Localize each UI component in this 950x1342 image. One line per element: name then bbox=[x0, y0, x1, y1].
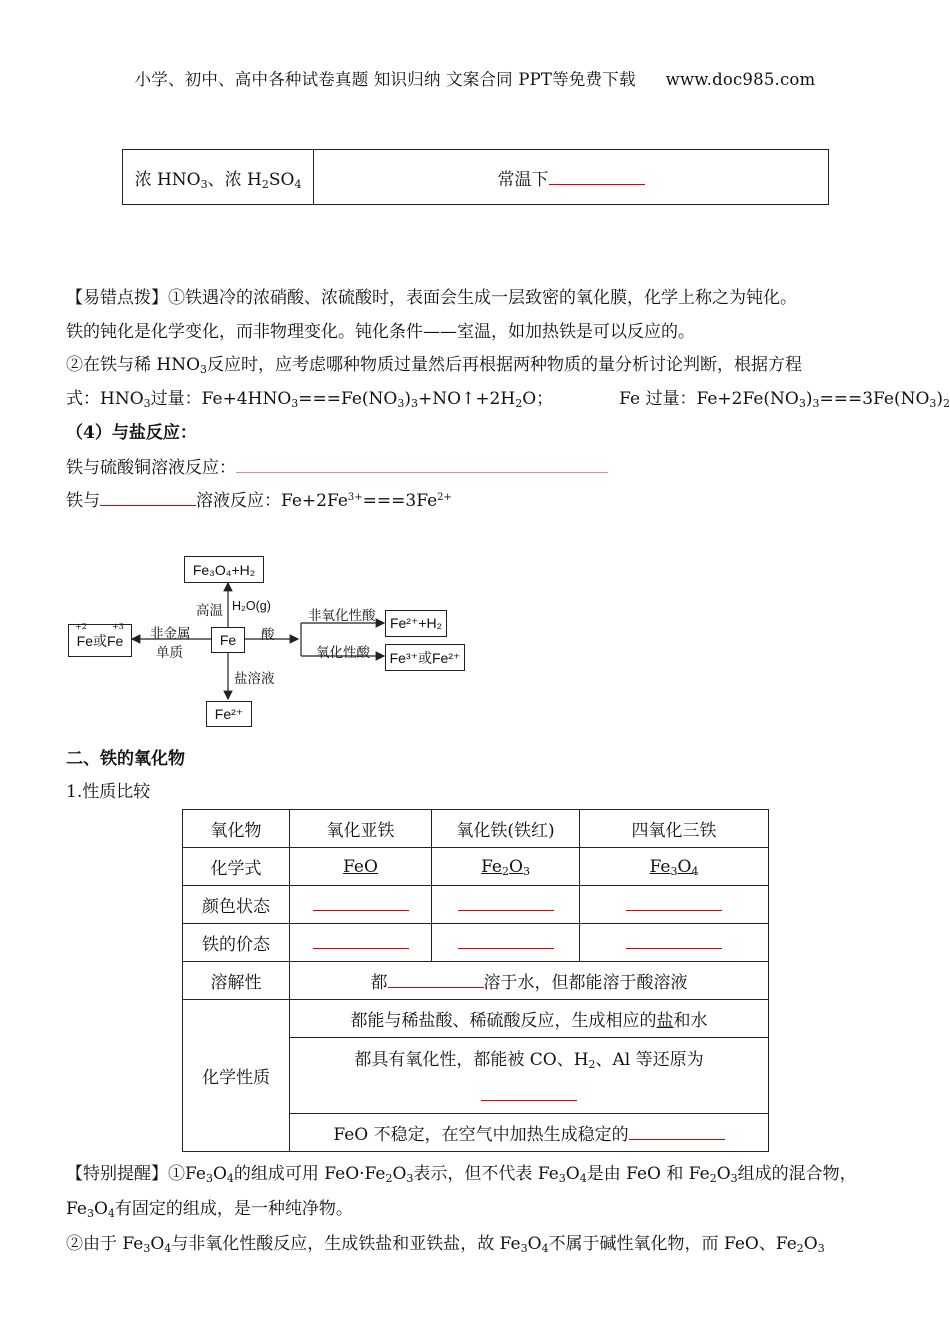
tips1-line4: 式：$HNO_3$过量：$Fe+4HNO_3===Fe(NO_3)_3+NO↑+2H_2O$； Fe 过量：$Fe+2Fe(NO_3)_3===3Fe(NO_3)_2$ bbox=[66, 389, 950, 410]
answer-blank[interactable] bbox=[626, 894, 722, 911]
tips1-line1: 【易错点拨】①铁遇冷的浓硝酸、浓硫酸时，表面会生成一层致密的氧化膜，化学上称之为钝化。 bbox=[66, 288, 797, 308]
table-row: 溶解性 都 溶于水，但都能溶于酸溶液 bbox=[183, 962, 769, 1000]
table-row: 都具有氧化性，都能被 CO、$H_2$、Al 等还原为 bbox=[183, 1038, 769, 1114]
answer-blank[interactable] bbox=[629, 1123, 725, 1140]
header-text: 小学、初中、高中各种试卷真题 知识归纳 文案合同 PPT等免费下载 bbox=[134, 70, 636, 89]
iron-oxides-table bbox=[182, 809, 769, 1152]
label-nonmetal: 非金属 bbox=[150, 626, 191, 642]
tips2-line2: $Fe_3O_4$有固定的组成，是一种纯净物。 bbox=[66, 1199, 353, 1220]
salt-heading: （4）与盐反应： bbox=[66, 423, 197, 443]
tips1-line2: 铁的钝化是化学变化，而非物理变化。钝化条件——室温，如加热铁是可以反应的。 bbox=[66, 322, 695, 342]
section-heading: 二、铁的氧化物 bbox=[66, 749, 185, 769]
salt-line1: 铁与硫酸铜溶液反应： bbox=[66, 453, 608, 478]
passivation-acids-cell: 浓 $HNO_3$、浓 $H_2SO_4$ bbox=[123, 150, 314, 205]
answer-blank[interactable] bbox=[313, 932, 409, 949]
label-h2o-g: H₂O(g) bbox=[232, 599, 271, 613]
salt-line2: 铁与 溶液反应：$Fe+2Fe^{3+}===3Fe^{2+}$ bbox=[66, 491, 452, 511]
tips2-line3: ②由于 $Fe_3O_4$与非氧化性酸反应，生成铁盐和亚铁盐，故 $Fe_3O_4$不属于碱性氧化物，而 FeO、$Fe_2O_3$ bbox=[66, 1234, 825, 1255]
passivation-condition-cell: 常温下 bbox=[314, 150, 829, 205]
table-row: 铁的价态 bbox=[183, 924, 769, 962]
tips2-label: 【特别提醒】 bbox=[66, 1164, 168, 1184]
label-nonoxidizing-acid: 非氧化性酸 bbox=[308, 608, 376, 624]
tips2-line1: 【特别提醒】$①Fe_3O_4$的组成可用 $FeO\cdot Fe_2O_3$表示，但不代表 $Fe_3O_4$是由 FeO 和 $Fe_2O_3$组成的混合物， bbox=[66, 1164, 857, 1185]
answer-blank[interactable] bbox=[626, 932, 722, 949]
answer-blank[interactable] bbox=[458, 932, 554, 949]
table-row: FeO 不稳定，在空气中加热生成稳定的 bbox=[183, 1114, 769, 1152]
label-element: 单质 bbox=[156, 645, 183, 661]
section-subheading: 1.性质比较 bbox=[66, 782, 151, 802]
valence-plus3: +3 bbox=[112, 622, 124, 631]
tips1-line3: ②在铁与稀 $HNO_3$反应时，应考虑哪种物质过量然后再根据两种物质的量分析讨论判断，根据方程 bbox=[66, 355, 803, 376]
label-salt-solution: 盐溶液 bbox=[234, 671, 275, 687]
box-fe2: Fe²⁺ bbox=[206, 701, 252, 727]
valence-plus2: +2 bbox=[75, 622, 87, 631]
label-high-temp: 高温 bbox=[196, 603, 223, 619]
answer-blank[interactable] bbox=[313, 894, 409, 911]
label-oxidizing-acid: 氧化性酸 bbox=[316, 645, 370, 661]
label-acid: 酸 bbox=[261, 627, 275, 643]
table-row: 化学性质 都能与稀盐酸、稀硫酸反应，生成相应的盐和水 bbox=[183, 1000, 769, 1038]
table-row: 化学式 FeO $Fe_2O_3$ $Fe_3O_4$ bbox=[183, 848, 769, 886]
box-fe2-h2: Fe²⁺+H₂ bbox=[385, 610, 447, 637]
answer-blank[interactable] bbox=[481, 1084, 577, 1101]
header-url[interactable]: www.doc985.com bbox=[665, 70, 816, 89]
box-fe3-or-fe2: Fe³⁺或Fe²⁺ bbox=[385, 644, 465, 671]
table-row: 颜色状态 bbox=[183, 886, 769, 924]
table-row: 氧化物 氧化亚铁 氧化铁(铁红) 四氧化三铁 bbox=[183, 810, 769, 848]
answer-blank[interactable] bbox=[388, 971, 484, 988]
box-fe-valence: Fe或Fe bbox=[68, 624, 132, 657]
box-fe-center: Fe bbox=[211, 627, 245, 653]
tips1-label: 【易错点拨】 bbox=[66, 288, 168, 308]
box-fe3o4-h2: Fe₃O₄+H₂ bbox=[184, 556, 264, 583]
answer-blank[interactable] bbox=[458, 894, 554, 911]
